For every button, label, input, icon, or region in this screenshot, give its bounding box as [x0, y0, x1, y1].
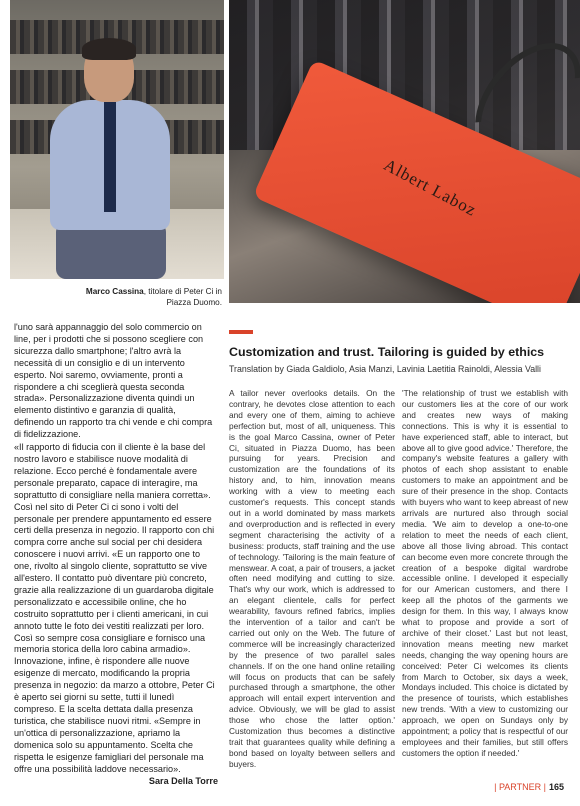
- page-footer: [494, 782, 564, 792]
- italian-column: [14, 322, 218, 788]
- photo-hanger: [229, 0, 580, 303]
- accent-bar: [229, 330, 253, 334]
- photo-caption: [60, 286, 222, 308]
- hanger-brand-logo: Albert Laboz: [380, 155, 480, 220]
- article-title: Customization and trust. Tailoring is guided by ethics: [229, 345, 545, 359]
- photo-marco-cassina: [10, 0, 224, 279]
- footer-label: | PARTNER |: [494, 782, 546, 792]
- italian-paragraph: «Il rapporto di fiducia con il cliente è la base del nostro lavoro e stabilisce nuove modalità di relazione. Ecco perché è fondamentale avere personale preparato, capace di interagire, ma soprattutto di consigliare nella maniera corretta». Così nel sito di Peter Ci ci sono i volti del personale per prendere appuntamento ed essere certi della presenza in negozio. Il rapporto con chi compra corre anche sul social per chi desidera conoscere i nuovi arrivi. «E un rapporto one to one, rivolto al singolo cliente, soprattutto se vive all'estero. Il contatto può diventare più concreto, grazie alla realizzazione di un guardaroba digitale personalizzato e accessibile online, che ho costruito soprattutto per i clienti americani, in cui annoto tutte le foto dei vestiti realizzati per loro. Così so sempre cosa consigliare e fornisco una memoria storica della loro cabina armadio». Innovazione, infine, è rispondere alle nuove esigenze di mercato, modificando la propria presenza in negozio: da marzo a ottobre, Peter Ci è aperto sei giorni su sette, tutti il lunedì compreso. E la scelta dettata dalla presenza turistica, che stabilisce nuovi ritmi. «Sempre in un'ottica di personalizzazione, apriamo la domenica solo su appuntamento. Scelta che rispetta le esigenze famigliari del personale ma offre una possibilità laddove necessario».: [14, 442, 215, 774]
- page-number: 165: [548, 782, 564, 792]
- english-column-2: 'The relationship of trust we establish with our customers lies at the core of our work and creates new ways of making connections. This is why it is essential to have experienced staff, able to interact, but above all to give good advice.' Therefore, the company's website features a gallery with photos of each shop assistant to enable customers to make an appointment and be sure of their presence in the shop. Contacts with buyers who want to keep abreast of new arrivals are nurtured also through social media. 'We aim to develop a one-to-one relation to meet the needs of each client, above all those living abroad. This contact can become even more concrete through the creation of a bespoke digital wardrobe accessible online. I developed it especially for our American customers, and there I keep all the photos of the garments we design for them. In this way, I always know what to propose and provide a sort of archive of their closet.' Last but not least, innovation means meeting new market needs, changing the way opening hours are conceived: Peter Ci welcomes its clients from March to October, six days a week, Mondays included. This choice is dictated by the presence of tourists, which establishes new trends. 'With a view to customizing our approach, we open on Sundays only by appointment; a policy that is respectful of our employees and their families, but still offers customers the option if needed.': [402, 388, 568, 758]
- caption-name: Marco Cassina: [85, 287, 144, 296]
- caption-text: , titolare di Peter Ci in Piazza Duomo.: [143, 287, 222, 307]
- author-signature: Sara Della Torre: [148, 776, 218, 787]
- english-column-1: A tailor never overlooks details. On the contrary, he devotes close attention to each and every one of them, aiming to achieve perfection but, most of all, uniqueness. This is the goal Marco Cassina, owner of Peter Ci, situated in Piazza Duomo, has been pursuing for years. Precision and customization are the foundations of its history and, to him, innovation means working with a view to meeting each customer's requests. This concept stands out in a world dominated by mass markets and overproduction and is reflected in every segment characterising the activity of a business: products, staff training and the use of technology. 'Tailoring is the main feature of menswear. A coat, a pair of trousers, a jacket often need modifying and cutting to size. That's why our work, which is addressed to an elegant clientele, calls for perfect wearability, favours refined fabrics, implies the intervention of a tailor and can't be carried out only on the Web. The future of commerce will be increasingly characterized by the presence of two parallel sales channels. If on the one hand online retailing will focus on products that can be safely purchased through a smartphone, the other approach will entail expert intervention and advice. Obviously, we will be glad to assist those who chose the latter option.' Customization thus becomes a distinctive trait that guarantees quality while defining a bond based on loyalty between sellers and buyers.: [229, 388, 395, 769]
- person-figure: [50, 42, 170, 279]
- italian-paragraph: l'uno sarà appannaggio del solo commercio on line, per i prodotti che si possono scegliere con sicurezza dallo smartphone; l'altro avrà la necessità di un consiglio e di un intervento esperto. Noi saremo, ovviamente, pronti a rispondere a chi sceglierà questa seconda strada». Personalizzazione diventa quindi un elemento distintivo e garanzia di qualità, definendo un rapporto tra chi vende e chi compra di fidelizzazione.: [14, 322, 213, 440]
- translation-credits: Translation by Giada Galdiolo, Asia Manzi, Lavinia Laetitia Rainoldi, Alessia Valli: [229, 364, 541, 374]
